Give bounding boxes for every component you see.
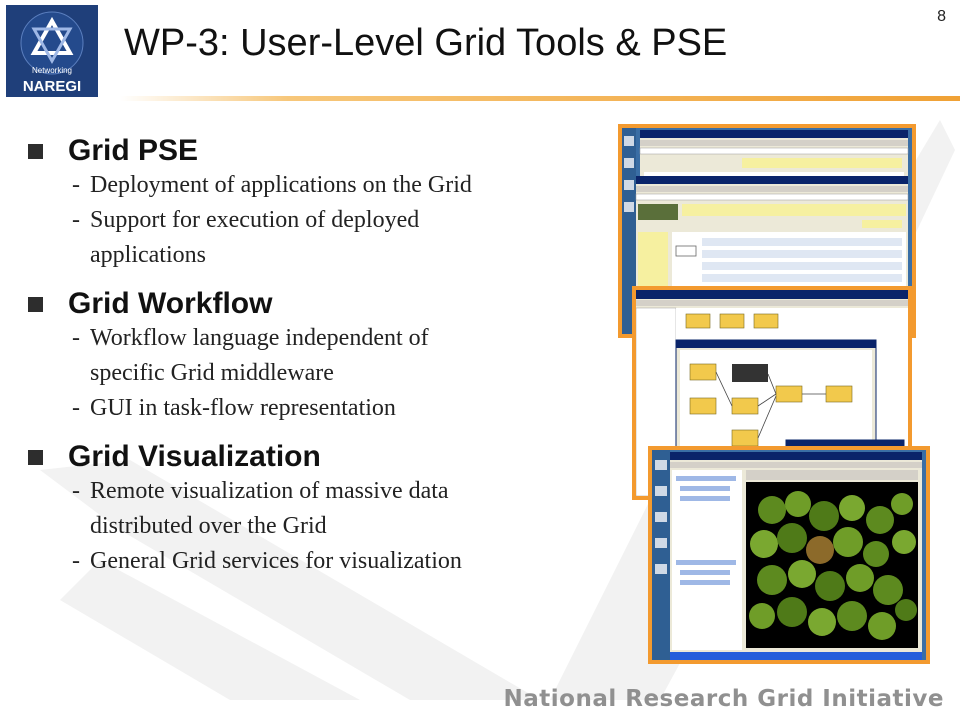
visualization-client-image <box>652 450 926 660</box>
dash-bullet: - <box>72 207 80 233</box>
list-item <box>28 474 618 544</box>
item-line: applications <box>90 242 206 268</box>
dash-bullet: - <box>72 172 80 198</box>
item-line: Workflow language independent of <box>90 325 429 351</box>
footer-tagline: National Research Grid Initiative <box>503 686 944 712</box>
item-line: General Grid services for visualization <box>90 548 462 574</box>
list-item <box>28 168 618 203</box>
heading-text: Grid Visualization <box>68 440 321 473</box>
square-bullet-icon <box>28 144 43 159</box>
logo-ring-text: Networking <box>31 66 73 75</box>
dash-bullet: - <box>72 325 80 351</box>
heading-text: Grid Workflow <box>68 287 273 320</box>
section-grid-workflow <box>28 287 618 426</box>
list-item <box>28 321 618 391</box>
slide-title: WP-3: User-Level Grid Tools & PSE <box>124 22 728 64</box>
naregi-logo <box>6 5 98 97</box>
dash-bullet: - <box>72 478 80 504</box>
square-bullet-icon <box>28 297 43 312</box>
list-item <box>28 203 618 273</box>
slide-number: 8 <box>937 8 946 25</box>
visualization-screenshot <box>648 446 930 664</box>
section-heading <box>28 134 618 168</box>
list-item <box>28 391 618 426</box>
dash-bullet: - <box>72 395 80 421</box>
item-line: distributed over the Grid <box>90 513 327 539</box>
logo-text: NAREGI <box>22 78 82 95</box>
square-bullet-icon <box>28 450 43 465</box>
section-heading <box>28 440 618 474</box>
section-grid-visualization <box>28 440 618 579</box>
heading-text: Grid PSE <box>68 134 199 167</box>
dash-bullet: - <box>72 548 80 574</box>
item-line: GUI in task-flow representation <box>90 395 396 421</box>
item-line: Deployment of applications on the Grid <box>90 172 472 198</box>
item-line: Remote visualization of massive data <box>90 478 449 504</box>
bullet-content <box>28 134 618 593</box>
section-heading <box>28 287 618 321</box>
title-underline <box>120 96 960 101</box>
item-line: specific Grid middleware <box>90 360 334 386</box>
section-grid-pse <box>28 134 618 273</box>
list-item <box>28 544 618 579</box>
item-line: Support for execution of deployed <box>90 207 420 233</box>
